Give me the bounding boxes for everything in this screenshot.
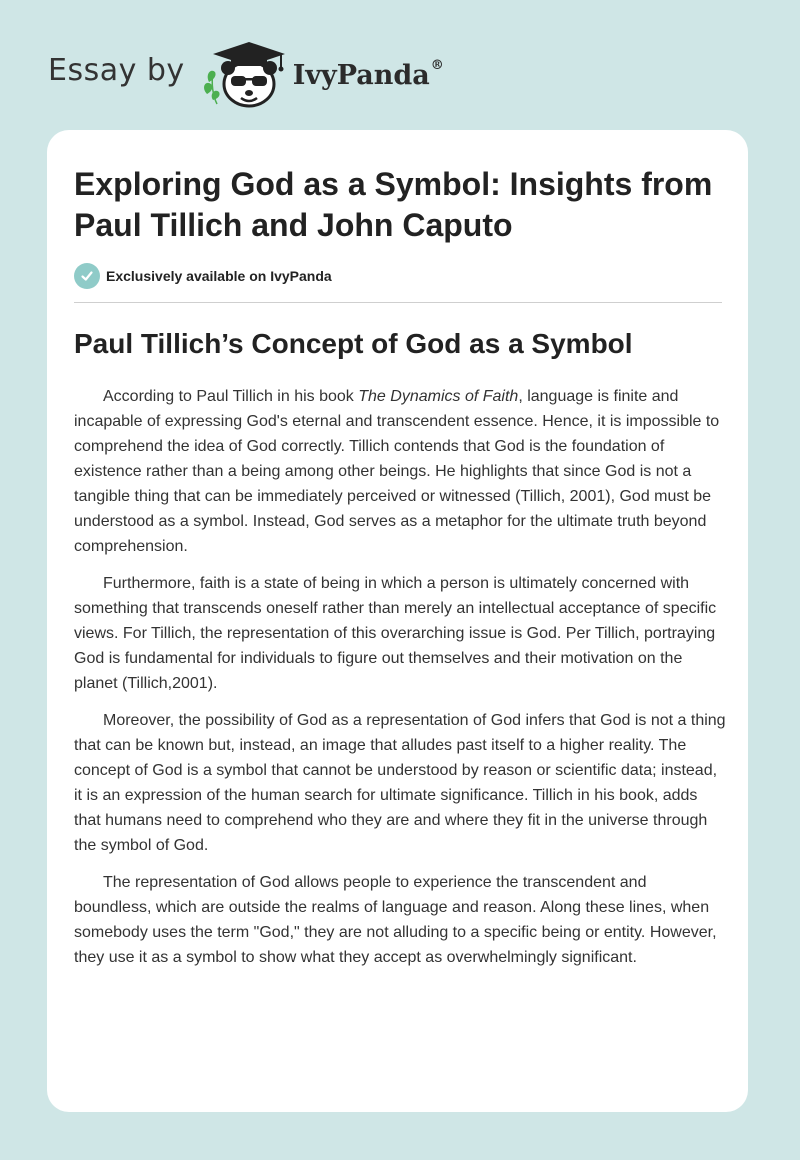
paragraph-1: According to Paul Tillich in his book The Dynamics of Faith, language is finite and incapable of expressing God's eternal and transcendent essence. Hence, it is impossible to comprehend the idea of God correctly. Tillich contends that God is the foundation of existence rather than a being among other beings. He highlights that since God is not a tangible thing that can be immediately perceived or witnessed (Tillich, 2001), God must be understood as a symbol. Instead, God serves as a metaphor for the ultimate truth beyond comprehension. [74, 388, 720, 555]
divider [74, 302, 722, 303]
site-brand[interactable] [48, 34, 444, 114]
section-heading: Paul Tillich’s Concept of God as a Symbol [74, 328, 633, 359]
registered-mark: ® [430, 57, 444, 73]
brand-prefix: Essay by [48, 52, 185, 88]
essay-title: Exploring God as a Symbol: Insights from Paul Tillich and John Caputo [74, 166, 713, 243]
badge-text: Exclusively available on IvyPanda [106, 268, 332, 284]
check-icon [74, 263, 100, 289]
brand-name: IvyPanda® [292, 57, 444, 91]
essay-body [74, 384, 726, 982]
exclusive-badge [74, 263, 332, 289]
paragraph-4: The representation of God allows people to experience the transcendent and boundless, which are outside the realms of language and reason. Along these lines, when somebody uses the term "God," they are not alluding to a specific being or entity. However, they use it as a symbol to show what they accept as overwhelmingly significant. [74, 874, 717, 966]
paragraph-3: Moreover, the possibility of God as a representation of God infers that God is not a thing that can be known but, instead, an image that alludes past itself to a higher reality. The concept of God is a symbol that cannot be understood by reason or scientific data; instead, it is an expression of the human search for ultimate significance. Tillich in his book, adds that humans need to comprehend who they are and where they fit in the universe through the symbol of God. [74, 712, 726, 854]
paragraph-2: Furthermore, faith is a state of being in which a person is ultimately concerned with something that transcends oneself rather than merely an intellectual acceptance of specific views. For Tillich, the representation of this overarching issue is God. Per Tillich, portraying God is fundamental for individuals to figure out themselves and their motivation on the planet (Tillich,2001). [74, 575, 717, 692]
book-title: The Dynamics of Faith [358, 388, 519, 405]
panda-logo-icon [201, 38, 287, 110]
essay-card [47, 130, 748, 1112]
